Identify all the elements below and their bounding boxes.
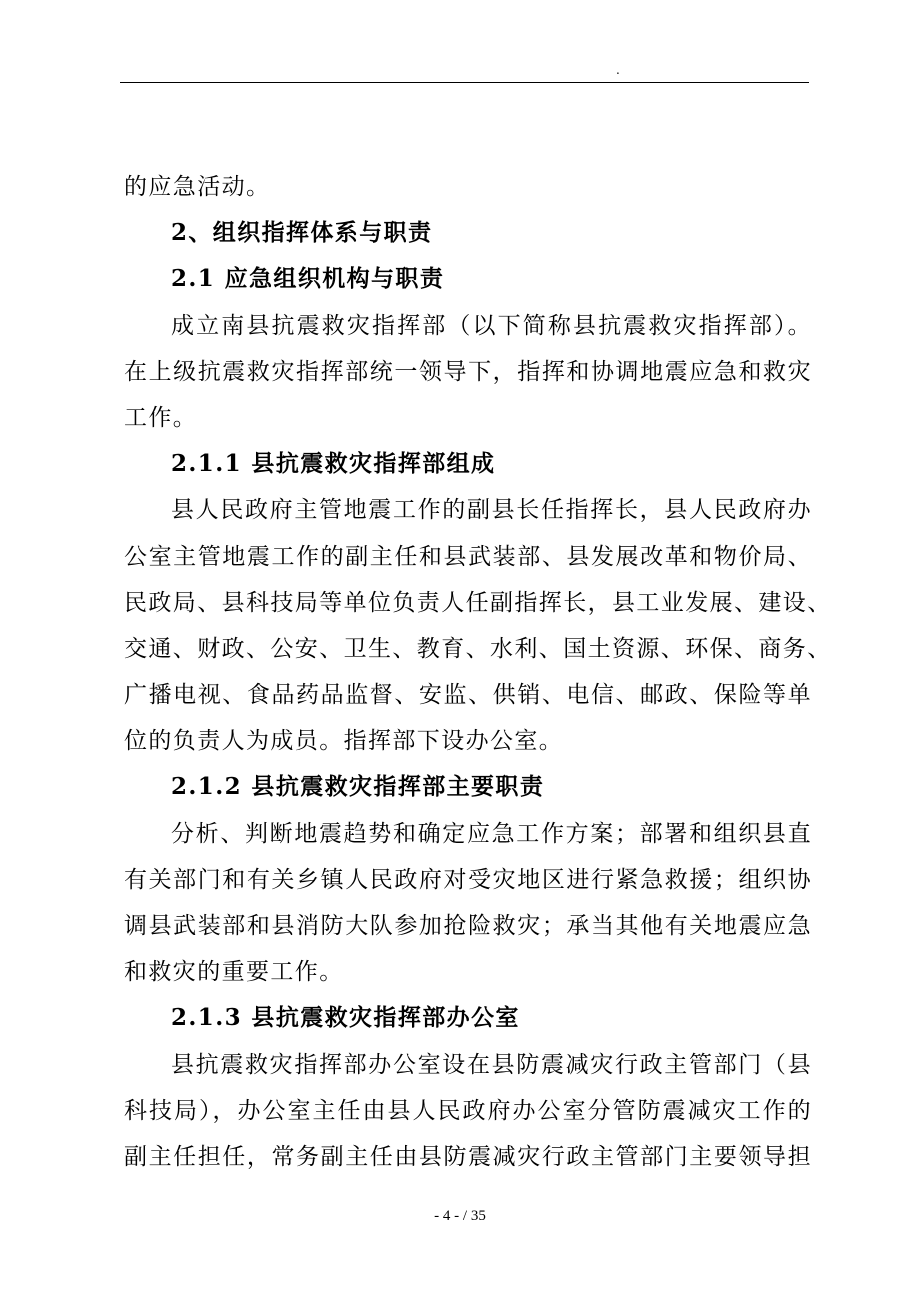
paragraph-line: 调县武装部和县消防大队参加抢险救灾；承当其他有关地震应急 bbox=[124, 913, 812, 939]
paragraph-line: 县人民政府主管地震工作的副县长任指挥长，县人民政府办 bbox=[171, 497, 812, 524]
paragraph-line: 有关部门和有关乡镇人民政府对受灾地区进行紧急救援；组织协 bbox=[124, 866, 812, 893]
paragraph-line: 成立南县抗震救灾指挥部（以下简称县抗震救灾指挥部）。 bbox=[171, 312, 812, 339]
paragraph-line: 位的负责人为成员。指挥部下设办公室。 bbox=[124, 728, 564, 755]
header-rule bbox=[120, 82, 809, 83]
header-mark: . bbox=[616, 63, 620, 77]
paragraph-line: 交通、财政、公安、卫生、教育、水利、国土资源、环保、商务、 bbox=[124, 635, 832, 662]
paragraph-line: 和救灾的重要工作。 bbox=[124, 959, 344, 986]
paragraph-line: 的应急活动。 bbox=[124, 174, 271, 200]
page-number: - 4 - / 35 bbox=[434, 1208, 486, 1224]
section-heading: 2.1.3 县抗震救灾指挥部办公室 bbox=[171, 1004, 520, 1032]
paragraph-line: 分析、判断地震趋势和确定应急工作方案；部署和组织县直 bbox=[171, 820, 812, 847]
section-heading: 2.1.2 县抗震救灾指挥部主要职责 bbox=[171, 773, 545, 801]
paragraph-line: 县抗震救灾指挥部办公室设在县防震减灾行政主管部门（县 bbox=[171, 1051, 812, 1078]
paragraph-line: 在上级抗震救灾指挥部统一领导下，指挥和协调地震应急和救灾 bbox=[124, 358, 812, 385]
paragraph-line: 科技局），办公室主任由县人民政府办公室分管防震减灾工作的 bbox=[124, 1097, 812, 1124]
paragraph-line: 工作。 bbox=[124, 404, 198, 431]
paragraph-line: 民政局、县科技局等单位负责人任副指挥长，县工业发展、建设、 bbox=[124, 589, 832, 616]
paragraph-line: 广播电视、食品药品监督、安监、供销、电信、邮政、保险等单 bbox=[124, 682, 812, 709]
paragraph-line: 副主任担任，常务副主任由县防震减灾行政主管部门主要领导担 bbox=[124, 1143, 812, 1170]
section-heading: 2.1 应急组织机构与职责 bbox=[171, 265, 445, 293]
section-heading: 2、组织指挥体系与职责 bbox=[171, 219, 433, 247]
paragraph-line: 公室主管地震工作的副主任和县武装部、县发展改革和物价局、 bbox=[124, 543, 812, 570]
text-lines bbox=[124, 164, 832, 1180]
document-body bbox=[124, 164, 832, 1180]
section-heading: 2.1.1 县抗震救灾指挥部组成 bbox=[171, 450, 496, 478]
